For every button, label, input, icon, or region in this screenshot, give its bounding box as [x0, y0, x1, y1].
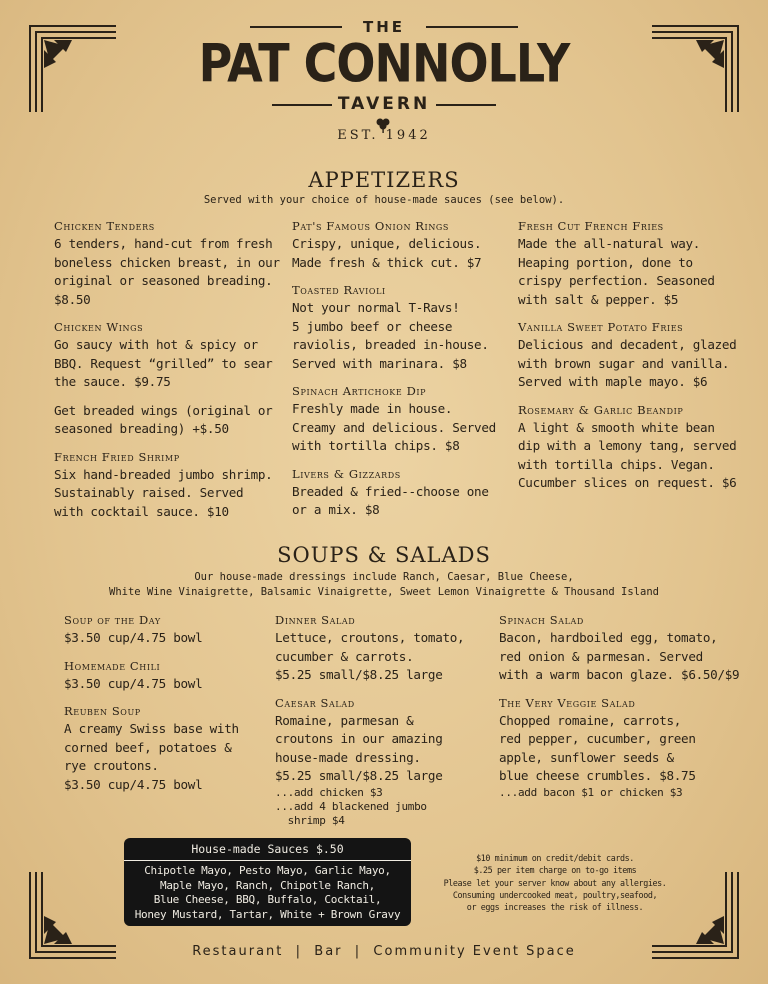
menu-item [292, 218, 512, 272]
menu-item-description-line: $3.50 cup/4.75 bowl [64, 630, 203, 645]
menu-item-description-line: Cucumber slices on request. $6 [518, 475, 737, 490]
menu-item-description-line: croutons in our amazing [275, 731, 443, 746]
appetizers-column-1 [54, 218, 282, 531]
menu-item-description-line: Romaine, parmesan & [275, 712, 414, 728]
menu-item [292, 282, 512, 373]
menu-item-name: Vanilla Sweet Potato Fries [518, 320, 684, 334]
menu-item-description-line: 6 tenders, hand-cut from fresh [54, 236, 273, 251]
menu-item [54, 402, 282, 439]
menu-item-description-line: corned beef, potatoes & [64, 739, 232, 755]
menu-item-description-line: Freshly made in house. [292, 401, 453, 416]
menu-item-description-line: rye croutons. [64, 758, 159, 773]
menu-item-description-line: with salt & pepper. $5 [518, 291, 679, 307]
appetizers-column-3 [518, 218, 748, 503]
menu-item-name: Reuben Soup [64, 704, 141, 718]
appetizers-column-2 [292, 218, 512, 530]
menu-item-description-line: $8.50 [54, 291, 91, 307]
menu-item-description-line: Made fresh & thick cut. $7 [292, 254, 482, 270]
menu-item-description-line: with tortilla chips. Vegan. [518, 456, 715, 472]
menu-item-description-line: A creamy Swiss base with [64, 721, 239, 736]
menu-item-description-line: Made the all-natural way. [518, 236, 701, 251]
menu-item-description-line: blue cheese crumbles. $8.75 [499, 768, 696, 783]
menu-item-description-line: with tortilla chips. $8 [292, 438, 460, 453]
menu-item-description-line: Served with maple mayo. $6 [518, 374, 708, 389]
appetizers-subtitle: Served with your choice of house-made sauces (see below). [203, 194, 565, 206]
menu-item-name: Livers & Gizzards [292, 466, 401, 481]
menu-item-description-line: dip with a lemony tang, served [518, 438, 737, 453]
menu-item-name: Chicken Wings [54, 320, 144, 334]
menu-item-description-line: $5.25 small/$8.25 large [275, 667, 443, 682]
menu-item-description-line: $3.50 cup/4.75 bowl [64, 675, 203, 691]
menu-item-description-line: BBQ. Request “grilled” to sear [54, 355, 273, 371]
menu-item [275, 612, 490, 685]
menu-item-description-line: Delicious and decadent, glazed [518, 337, 737, 352]
menu-item-description-line: Get breaded wings (original or [54, 402, 273, 418]
menu-item-name: Spinach Artichoke Dip [292, 384, 427, 398]
menu-item-description-line: with brown sugar and vanilla. [518, 355, 730, 371]
menu-item-description-line: Bacon, hardboiled egg, tomato, [499, 630, 718, 645]
appetizers-title: APPETIZERS [308, 168, 460, 192]
sauce-line: Chipotle Mayo, Pesto Mayo, Garlic Mayo, [144, 864, 391, 877]
menu-item-description-line: boneless chicken breast, in our [54, 254, 280, 270]
menu-item [64, 703, 264, 794]
menu-item-description-line: red onion & parmesan. Served [499, 648, 703, 664]
menu-item-description-line: Six hand-breaded jumbo shrimp. [54, 466, 273, 482]
menu-item-description-line: Sustainably raised. Served [54, 485, 244, 500]
menu-item [518, 218, 748, 309]
menu-item-description-line: house-made dressing. [275, 749, 421, 765]
menu-item-name: Pat's Famous Onion Rings [292, 219, 449, 233]
menu-item [292, 466, 512, 520]
menu-item-description-line: original or seasoned breading. [54, 273, 273, 288]
menu-item-description-line: Breaded & fried--choose one [292, 483, 489, 499]
menu-item [54, 218, 282, 309]
menu-item [499, 695, 749, 800]
menu-item-addon-note: shrimp $4 [275, 813, 345, 827]
menu-item-description-line: or a mix. $8 [292, 502, 380, 517]
soups-column-3 [499, 612, 749, 810]
menu-item-name: Soup of the Day [64, 613, 161, 627]
footer-tagline: Restaurant | Bar | Community Event Space [192, 944, 576, 959]
menu-item-addon-note: ...add bacon $1 or chicken $3 [499, 785, 683, 799]
menu-item-name: Fresh Cut French Fries [518, 219, 664, 233]
fine-print-line: $10 minimum on credit/debit cards. [476, 853, 634, 863]
menu-item-name: Homemade Chili [64, 658, 161, 673]
menu-item-name: Chicken Tenders [54, 219, 155, 233]
soups-subtitle-2: White Wine Vinaigrette, Balsamic Vinaigrette, Sweet Lemon Vinaigrette & Thousand Island [109, 586, 659, 598]
menu-item-description-line: the sauce. $9.75 [54, 374, 171, 389]
menu-item-description-line: Chopped romaine, carrots, [499, 712, 682, 728]
menu-item-description-line: cucumber & carrots. [275, 648, 414, 664]
menu-item-description-line: with a warm bacon glaze. $6.50/$9 [499, 667, 740, 682]
menu-item-name: Dinner Salad [275, 613, 356, 627]
menu-item-addon-note: ...add chicken $3 [275, 785, 383, 799]
menu-item [518, 402, 748, 493]
menu-item-description-line: apple, sunflower seeds & [499, 749, 674, 765]
menu-item-name: Rosemary & Garlic Beandip [518, 402, 684, 417]
menu-item-description-line: raviolis, breaded in-house. [292, 337, 489, 352]
menu-item [54, 319, 282, 392]
menu-item-description-line: Creamy and delicious. Served [292, 419, 496, 435]
menu-item-addon-note: ...add 4 blackened jumbo [275, 799, 427, 813]
sauce-line: Honey Mustard, Tartar, White + Brown Gravy [134, 907, 401, 921]
menu-item [64, 612, 264, 648]
sauce-line: Blue Cheese, BBQ, Buffalo, Cocktail, [153, 893, 382, 906]
menu-item [292, 383, 512, 456]
menu-item [54, 449, 282, 522]
soups-column-1 [64, 612, 264, 804]
restaurant-name: PAT CONNOLLY [198, 31, 570, 95]
header-the: THE [362, 18, 406, 36]
menu-item-description-line: Lettuce, croutons, tomato, [275, 630, 465, 645]
established-date: EST. 1942 [337, 128, 431, 143]
menu-item-description-line: $3.50 cup/4.75 bowl [64, 776, 203, 792]
menu-item-description-line: Served with marinara. $8 [292, 355, 467, 371]
menu-item [499, 612, 749, 685]
menu-item-name: The Very Veggie Salad [499, 695, 636, 710]
menu-item-description-line: seasoned breading) +$.50 [54, 421, 229, 436]
menu-item-name: Spinach Salad [499, 613, 584, 627]
menu-item-description-line: 5 jumbo beef or cheese [292, 318, 453, 334]
menu-item [518, 319, 748, 392]
menu-item-name: Toasted Ravioli [292, 283, 386, 297]
menu-item-description-line: red pepper, cucumber, green [499, 731, 696, 746]
menu-item [64, 658, 264, 694]
sauces-list [124, 864, 411, 922]
fine-print-line: Please let your server know about any allergies. [443, 877, 667, 888]
menu-item-name: Caesar Salad [275, 695, 355, 710]
menu-item-description-line: $5.25 small/$8.25 large [275, 768, 443, 783]
soups-salads-title: SOUPS & SALADS [277, 543, 491, 567]
fine-print [430, 852, 680, 913]
menu-item-name: French Fried Shrimp [54, 449, 180, 464]
menu-item-description-line: A light & smooth white bean [518, 419, 715, 435]
fine-print-line: or eggs increases the risk of illness. [466, 902, 644, 913]
sauces-box [124, 838, 411, 926]
menu-item-description-line: Go saucy with hot & spicy or [54, 337, 258, 352]
menu-item-description-line: Heaping portion, done to [518, 254, 693, 270]
menu-item-description-line: Not your normal T-Ravs! [292, 300, 460, 315]
sauce-line: Maple Mayo, Ranch, Chipotle Ranch, [160, 878, 375, 892]
soups-column-2 [275, 612, 490, 838]
menu-item-description-line: with cocktail sauce. $10 [54, 503, 229, 519]
fine-print-line: Consuming undercooked meat, poultry,seafood, [452, 889, 658, 900]
menu-item-description-line: Crispy, unique, delicious. [292, 236, 482, 251]
soups-subtitle-1: Our house-made dressings include Ranch, Caesar, Blue Cheese, [194, 571, 574, 583]
header-tavern: TAVERN [337, 94, 431, 114]
fine-print-line: $.25 per item charge on to-go items [473, 865, 637, 876]
menu-item [275, 695, 490, 828]
sauces-title: House-made Sauces $.50 [124, 838, 411, 861]
menu-item-description-line: crispy perfection. Seasoned [518, 273, 715, 288]
